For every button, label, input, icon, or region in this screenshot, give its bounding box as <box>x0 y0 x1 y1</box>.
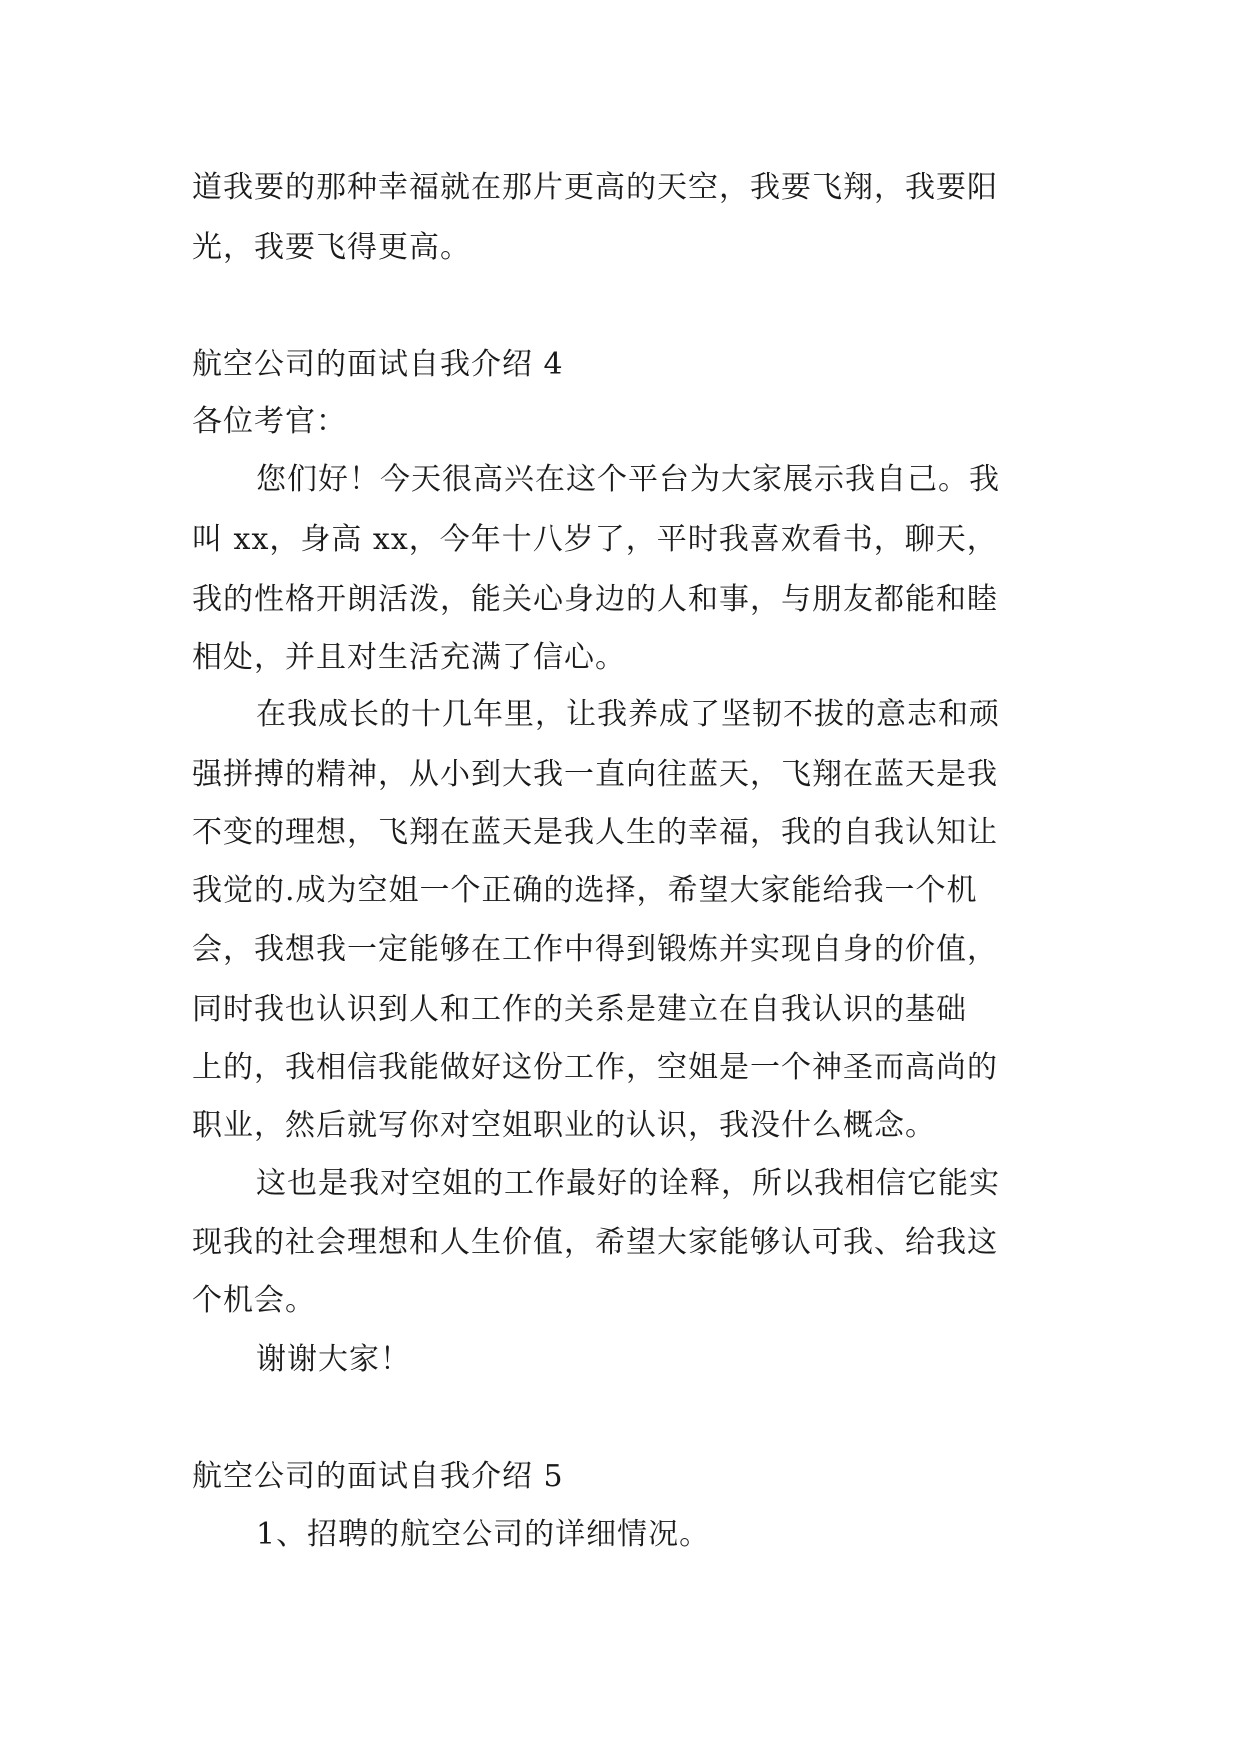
paragraph-line: 同时我也认识到人和工作的关系是建立在自我认识的基础 <box>192 992 967 1027</box>
paragraph-line: 会，我想我一定能够在工作中得到锻炼并实现自身的价值， <box>192 932 998 967</box>
paragraph-line: 相处，并且对生活充满了信心。 <box>192 640 626 675</box>
paragraph-line: 上的，我相信我能做好这份工作，空姐是一个神圣而高尚的 <box>192 1050 998 1085</box>
paragraph-line: 职业，然后就写你对空姐职业的认识，我没什么概念。 <box>192 1108 936 1143</box>
closing-line: 谢谢大家！ <box>256 1342 411 1377</box>
paragraph-line: 在我成长的十几年里，让我养成了坚韧不拔的意志和顽 <box>256 697 1000 732</box>
paragraph-line: 强拼搏的精神，从小到大我一直向往蓝天，飞翔在蓝天是我 <box>192 757 998 792</box>
paragraph-line: 道我要的那种幸福就在那片更高的天空，我要飞翔，我要阳 <box>192 170 998 205</box>
paragraph-line: 光，我要飞得更高。 <box>192 230 471 265</box>
paragraph-line: 我觉的.成为空姐一个正确的选择，希望大家能给我一个机 <box>192 873 978 908</box>
section-heading: 航空公司的面试自我介绍 4 <box>192 347 564 382</box>
paragraph-line: 个机会。 <box>192 1283 316 1318</box>
salutation: 各位考官： <box>192 404 347 439</box>
paragraph-line: 这也是我对空姐的工作最好的诠释，所以我相信它能实 <box>256 1166 1000 1201</box>
paragraph-line: 叫 xx，身高 xx，今年十八岁了，平时我喜欢看书，聊天， <box>192 522 998 557</box>
section-heading: 航空公司的面试自我介绍 5 <box>192 1459 564 1494</box>
list-item: 1、招聘的航空公司的详细情况。 <box>256 1517 711 1552</box>
paragraph-line: 我的性格开朗活泼，能关心身边的人和事，与朋友都能和睦 <box>192 582 998 617</box>
paragraph-line: 您们好！今天很高兴在这个平台为大家展示我自己。我 <box>256 462 1000 497</box>
paragraph-line: 不变的理想，飞翔在蓝天是我人生的幸福，我的自我认知让 <box>192 815 998 850</box>
paragraph-line: 现我的社会理想和人生价值，希望大家能够认可我、给我这 <box>192 1225 998 1260</box>
